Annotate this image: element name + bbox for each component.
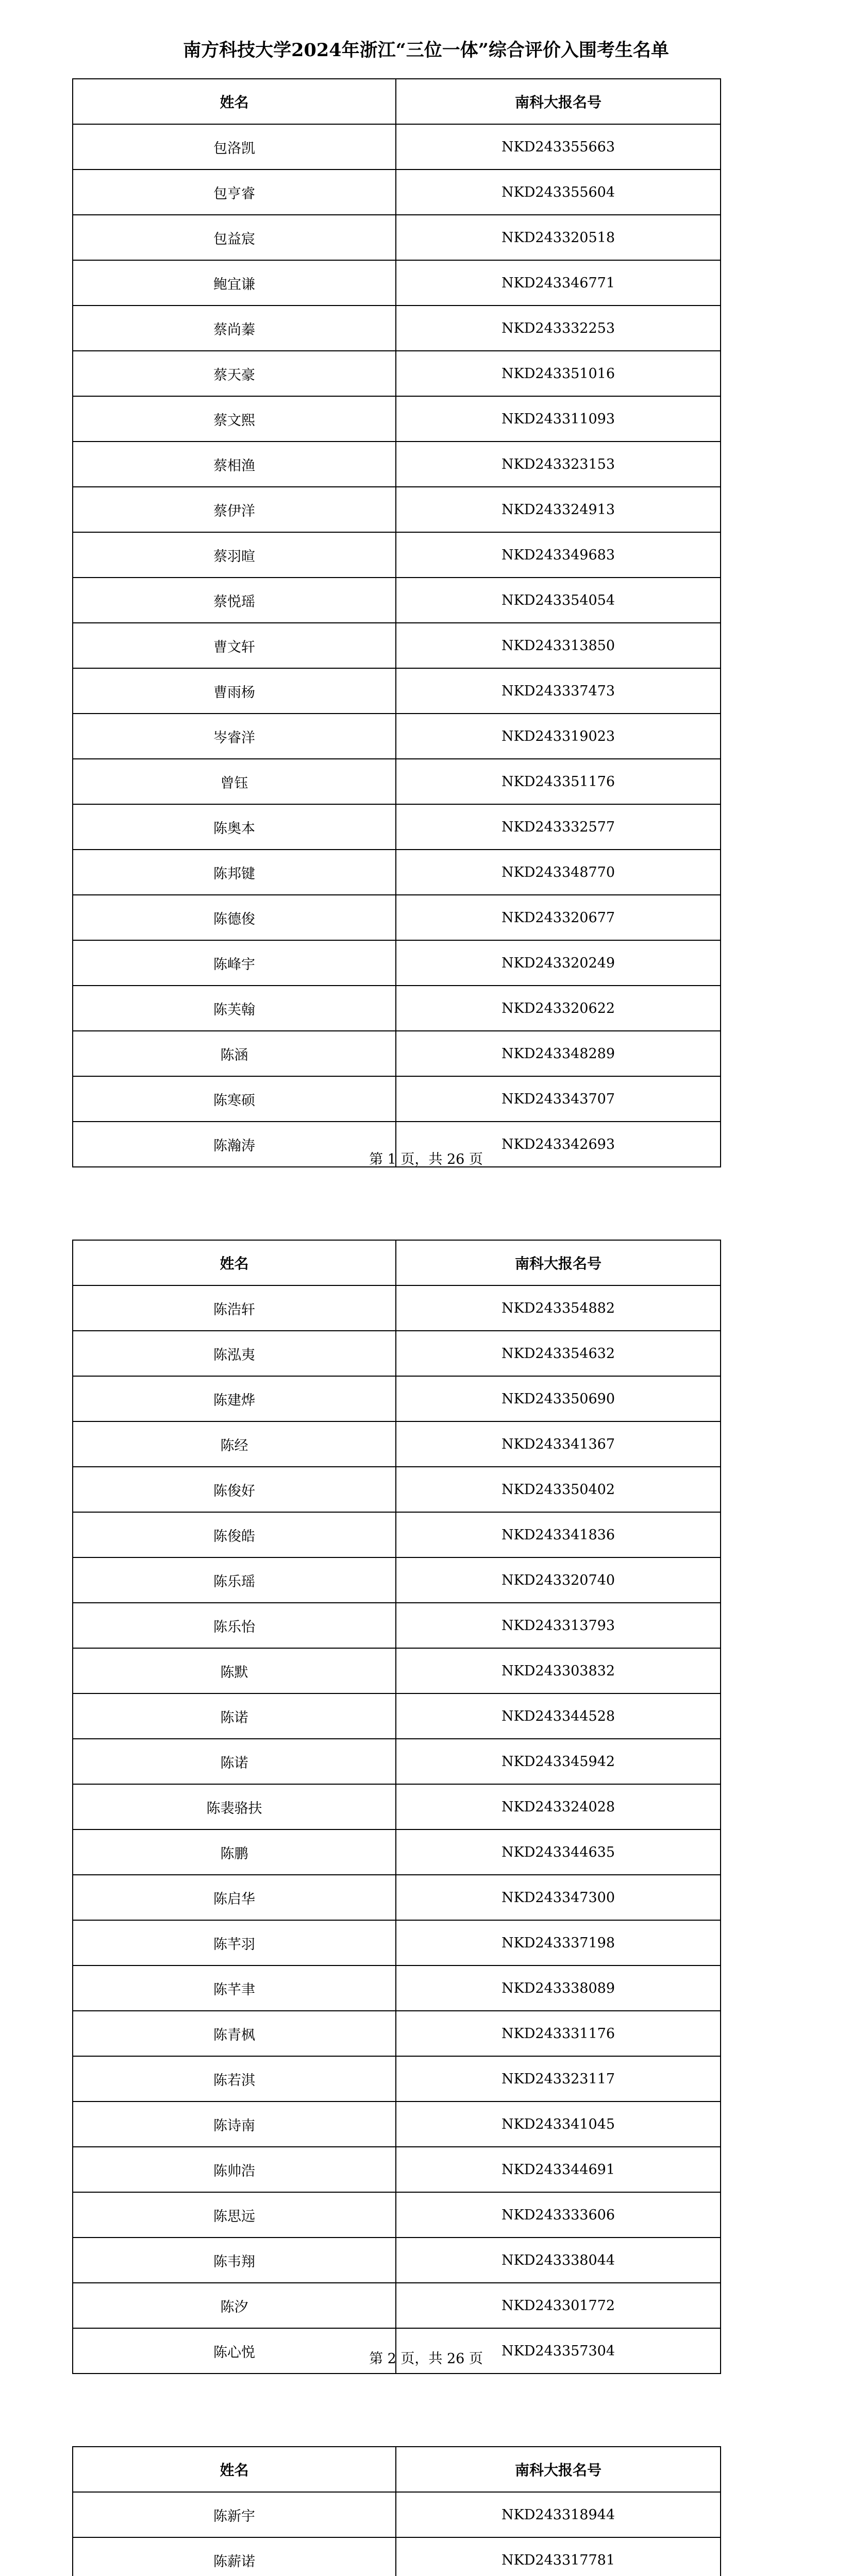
table-header-row <box>73 2447 721 2492</box>
candidate-name: 陈诺 <box>73 1739 396 1784</box>
candidate-table <box>72 2446 721 2576</box>
registration-number: NKD243303832 <box>396 1648 721 1693</box>
candidate-name: 包益宸 <box>73 215 396 260</box>
table-row <box>73 170 721 215</box>
header-registration-number: 南科大报名号 <box>396 1240 721 1285</box>
candidate-name: 陈诗南 <box>73 2102 396 2147</box>
table-row <box>73 1467 721 1512</box>
candidate-name: 曹雨杨 <box>73 668 396 714</box>
registration-number: NKD243354632 <box>396 1331 721 1376</box>
registration-number: NKD243344691 <box>396 2147 721 2192</box>
table-row <box>73 351 721 396</box>
candidate-name: 蔡尚蓁 <box>73 306 396 351</box>
registration-number: NKD243301772 <box>396 2283 721 2328</box>
header-name: 姓名 <box>73 2447 396 2492</box>
table-row <box>73 1648 721 1693</box>
table-row <box>73 2492 721 2537</box>
candidate-name: 陈寒硕 <box>73 1076 396 1122</box>
candidate-name: 陈新宇 <box>73 2492 396 2537</box>
registration-number: NKD243347300 <box>396 1875 721 1920</box>
table-row <box>73 2102 721 2147</box>
table-row <box>73 215 721 260</box>
candidate-name: 陈帅浩 <box>73 2147 396 2192</box>
table-row <box>73 1920 721 1965</box>
registration-number: NKD243313793 <box>396 1603 721 1648</box>
candidate-name: 陈经 <box>73 1421 396 1467</box>
candidate-name: 陈鹏 <box>73 1829 396 1875</box>
table-row <box>73 1739 721 1784</box>
registration-number: NKD243350402 <box>396 1467 721 1512</box>
table-row <box>73 1512 721 1557</box>
candidate-name: 陈韦翔 <box>73 2238 396 2283</box>
table-row <box>73 1784 721 1829</box>
registration-number: NKD243355663 <box>396 124 721 170</box>
table-row <box>73 2011 721 2056</box>
registration-number: NKD243338089 <box>396 1965 721 2011</box>
candidate-name: 陈邦键 <box>73 850 396 895</box>
registration-number: NKD243355604 <box>396 170 721 215</box>
candidate-name: 陈芊聿 <box>73 1965 396 2011</box>
table-row <box>73 1421 721 1467</box>
table-row <box>73 396 721 442</box>
candidate-name: 蔡伊洋 <box>73 487 396 532</box>
registration-number: NKD243338044 <box>396 2238 721 2283</box>
table-row <box>73 940 721 986</box>
table-row <box>73 1603 721 1648</box>
table-row <box>73 578 721 623</box>
table-row <box>73 1693 721 1739</box>
registration-number: NKD243345942 <box>396 1739 721 1784</box>
table-row <box>73 2056 721 2102</box>
registration-number: NKD243341367 <box>396 1421 721 1467</box>
candidate-name: 陈涵 <box>73 1031 396 1076</box>
candidate-name: 陈瀚涛 <box>73 1122 396 1167</box>
candidate-name: 蔡羽暄 <box>73 532 396 578</box>
table-row <box>73 1076 721 1122</box>
document-title: 南方科技大学2024年浙江“三位一体”综合评价入围考生名单 <box>183 40 669 61</box>
table-row <box>73 668 721 714</box>
candidate-name: 蔡悦瑶 <box>73 578 396 623</box>
table-row <box>73 442 721 487</box>
candidate-name: 曾钰 <box>73 759 396 804</box>
candidate-name: 陈乐怡 <box>73 1603 396 1648</box>
registration-number: NKD243320518 <box>396 215 721 260</box>
registration-number: NKD243320677 <box>396 895 721 940</box>
table-row <box>73 714 721 759</box>
table-row <box>73 1376 721 1421</box>
registration-number: NKD243331176 <box>396 2011 721 2056</box>
registration-number: NKD243332577 <box>396 804 721 850</box>
table-row <box>73 2238 721 2283</box>
registration-number: NKD243323117 <box>396 2056 721 2102</box>
registration-number: NKD243341836 <box>396 1512 721 1557</box>
candidate-name: 陈思远 <box>73 2192 396 2238</box>
table-row <box>73 1829 721 1875</box>
registration-number: NKD243351016 <box>396 351 721 396</box>
table-row <box>73 895 721 940</box>
registration-number: NKD243337473 <box>396 668 721 714</box>
table-row <box>73 487 721 532</box>
candidate-name: 陈诺 <box>73 1693 396 1739</box>
candidate-name: 蔡文熙 <box>73 396 396 442</box>
registration-number: NKD243344635 <box>396 1829 721 1875</box>
candidate-name: 岑睿洋 <box>73 714 396 759</box>
registration-number: NKD243319023 <box>396 714 721 759</box>
candidate-name: 包亨睿 <box>73 170 396 215</box>
registration-number: NKD243313850 <box>396 623 721 668</box>
table-row <box>73 759 721 804</box>
registration-number: NKD243351176 <box>396 759 721 804</box>
table-row <box>73 986 721 1031</box>
candidate-name: 陈若淇 <box>73 2056 396 2102</box>
registration-number: NKD243320249 <box>396 940 721 986</box>
table-row <box>73 1285 721 1331</box>
table-row <box>73 2147 721 2192</box>
registration-number: NKD243324913 <box>396 487 721 532</box>
candidate-name: 陈芙翰 <box>73 986 396 1031</box>
page-footer: 第 1 页，共 26 页 <box>369 1151 483 1167</box>
table-row <box>73 2537 721 2576</box>
candidate-name: 陈启华 <box>73 1875 396 1920</box>
registration-number: NKD243354882 <box>396 1285 721 1331</box>
registration-number: NKD243357304 <box>396 2328 721 2374</box>
table-row <box>73 260 721 306</box>
registration-number: NKD243342693 <box>396 1122 721 1167</box>
candidate-name: 陈裴骆扶 <box>73 1784 396 1829</box>
candidate-name: 蔡天豪 <box>73 351 396 396</box>
candidate-table <box>72 78 721 1167</box>
table-row <box>73 1031 721 1076</box>
candidate-name: 陈俊好 <box>73 1467 396 1512</box>
table-row <box>73 1557 721 1603</box>
registration-number: NKD243337198 <box>396 1920 721 1965</box>
table-row <box>73 2192 721 2238</box>
registration-number: NKD243318944 <box>396 2492 721 2537</box>
candidate-name: 蔡相渔 <box>73 442 396 487</box>
table-row <box>73 1875 721 1920</box>
table-row <box>73 124 721 170</box>
candidate-table <box>72 1240 721 2374</box>
registration-number: NKD243341045 <box>396 2102 721 2147</box>
candidate-name: 陈峰宇 <box>73 940 396 986</box>
registration-number: NKD243320622 <box>396 986 721 1031</box>
registration-number: NKD243323153 <box>396 442 721 487</box>
candidate-name: 陈建烨 <box>73 1376 396 1421</box>
registration-number: NKD243343707 <box>396 1076 721 1122</box>
registration-number: NKD243348770 <box>396 850 721 895</box>
candidate-name: 陈浩轩 <box>73 1285 396 1331</box>
candidate-name: 陈汐 <box>73 2283 396 2328</box>
registration-number: NKD243349683 <box>396 532 721 578</box>
header-registration-number: 南科大报名号 <box>396 79 721 124</box>
candidate-name: 陈薪诺 <box>73 2537 396 2576</box>
candidate-name: 陈默 <box>73 1648 396 1693</box>
header-name: 姓名 <box>73 79 396 124</box>
registration-number: NKD243320740 <box>396 1557 721 1603</box>
registration-number: NKD243354054 <box>396 578 721 623</box>
registration-number: NKD243324028 <box>396 1784 721 1829</box>
candidate-name: 包洛凯 <box>73 124 396 170</box>
table-row <box>73 850 721 895</box>
page-footer: 第 2 页，共 26 页 <box>369 2351 483 2367</box>
table-row <box>73 1331 721 1376</box>
header-registration-number: 南科大报名号 <box>396 2447 721 2492</box>
candidate-name: 陈青枫 <box>73 2011 396 2056</box>
registration-number: NKD243344528 <box>396 1693 721 1739</box>
candidate-name: 陈德俊 <box>73 895 396 940</box>
table-header-row <box>73 79 721 124</box>
registration-number: NKD243332253 <box>396 306 721 351</box>
registration-number: NKD243311093 <box>396 396 721 442</box>
candidate-name: 陈乐瑶 <box>73 1557 396 1603</box>
table-row <box>73 1965 721 2011</box>
table-row <box>73 532 721 578</box>
registration-number: NKD243346771 <box>396 260 721 306</box>
registration-number: NKD243348289 <box>396 1031 721 1076</box>
candidate-name: 陈心悦 <box>73 2328 396 2374</box>
header-name: 姓名 <box>73 1240 396 1285</box>
candidate-name: 鲍宜谦 <box>73 260 396 306</box>
registration-number: NKD243350690 <box>396 1376 721 1421</box>
registration-number: NKD243317781 <box>396 2537 721 2576</box>
table-header-row <box>73 1240 721 1285</box>
candidate-name: 陈泓夷 <box>73 1331 396 1376</box>
candidate-name: 曹文轩 <box>73 623 396 668</box>
table-row <box>73 2283 721 2328</box>
candidate-name: 陈芊羽 <box>73 1920 396 1965</box>
table-row <box>73 623 721 668</box>
table-row <box>73 804 721 850</box>
table-row <box>73 306 721 351</box>
registration-number: NKD243333606 <box>396 2192 721 2238</box>
candidate-name: 陈奥本 <box>73 804 396 850</box>
candidate-name: 陈俊皓 <box>73 1512 396 1557</box>
